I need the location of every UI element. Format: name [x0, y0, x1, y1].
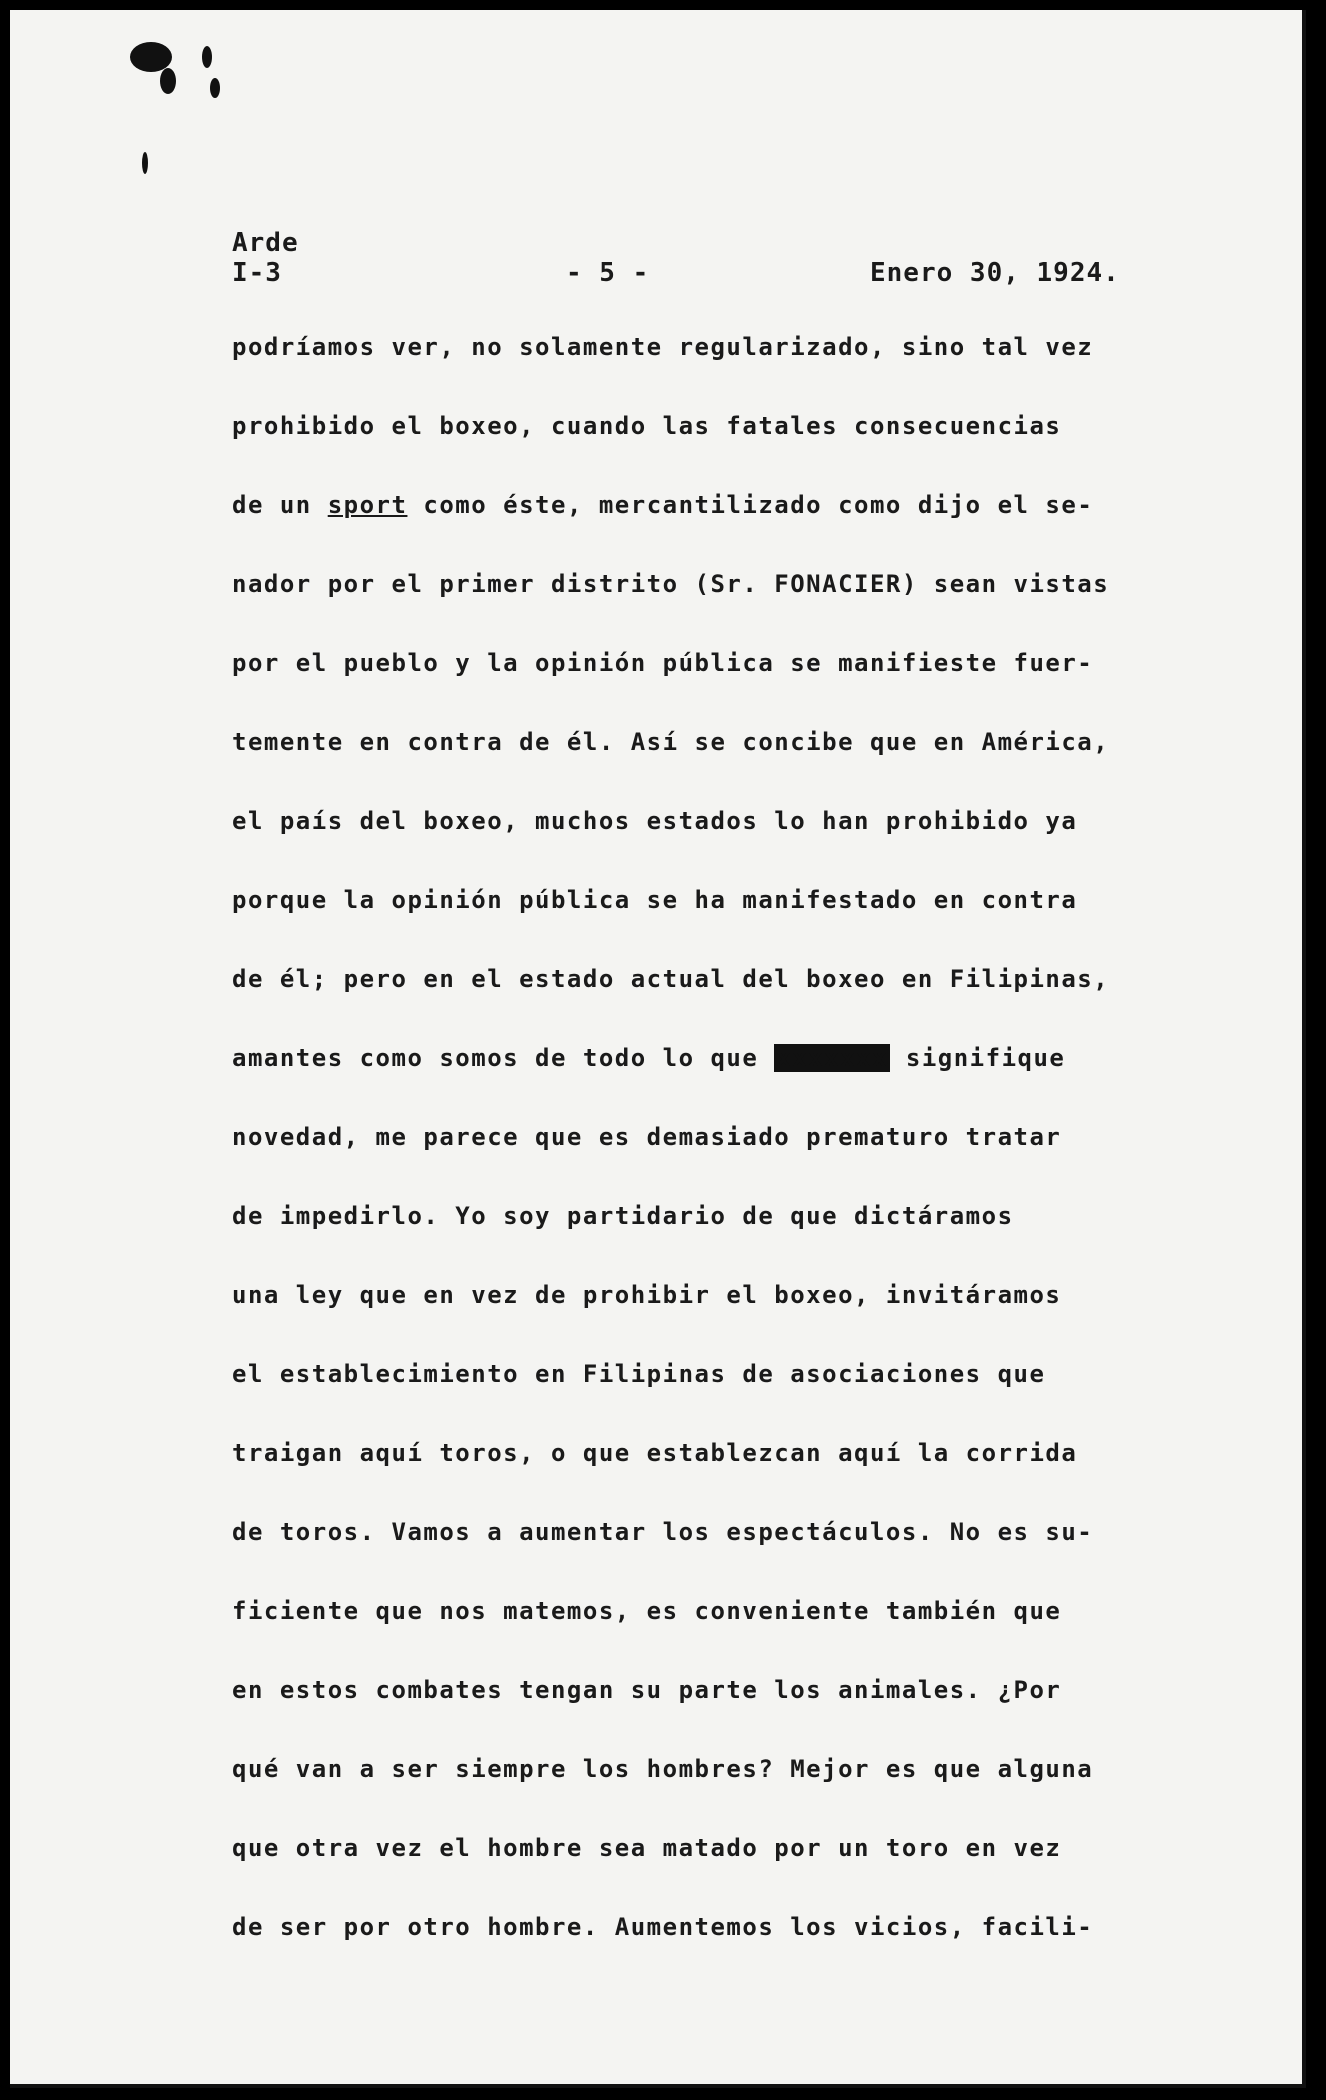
text-line: traigan aquí toros, o que establezcan aquí la corrida [232, 1439, 1078, 1467]
text-line: podríamos ver, no solamente regularizado, sino tal vez [232, 333, 1094, 361]
text-line: de ser por otro hombre. Aumentemos los vicios, facili- [232, 1913, 1094, 1941]
header-line-1: Arde [232, 228, 299, 258]
text-line: novedad, me parece que es demasiado prematuro tratar [232, 1123, 1062, 1151]
body-text [232, 332, 1232, 1991]
text-line: en estos combates tengan su parte los animales. ¿Por [232, 1676, 1062, 1704]
ink-blot [210, 78, 220, 98]
text-line: el país del boxeo, muchos estados lo han prohibido ya [232, 807, 1078, 835]
text-line: el establecimiento en Filipinas de asociaciones que [232, 1360, 1046, 1388]
text-line: que otra vez el hombre sea matado por un toro en vez [232, 1834, 1062, 1862]
text-line: de impedirlo. Yo soy partidario de que dictáramos [232, 1202, 1014, 1230]
text-line: temente en contra de él. Así se concibe que en América, [232, 728, 1110, 756]
text-line: por el pueblo y la opinión pública se manifieste fuer- [232, 649, 1094, 677]
text-line: de un sport como éste, mercantilizado como dijo el se- [232, 491, 1094, 519]
document-page [10, 10, 1306, 2088]
underlined-word: sport [327, 491, 408, 519]
text-line: nador por el primer distrito (Sr. FONACIER) sean vistas [232, 570, 1110, 598]
text-line: prohibido el boxeo, cuando las fatales consecuencias [232, 412, 1062, 440]
text-line: de él; pero en el estado actual del boxeo en Filipinas, [232, 965, 1110, 993]
text-line: ficiente que nos matemos, es conveniente también que [232, 1597, 1062, 1625]
ink-blot [160, 68, 176, 94]
header-line-2: I-3 [232, 258, 282, 288]
text-line: amantes como somos de todo lo que xxxxxxx signifique [232, 1044, 1066, 1072]
header-reference [232, 228, 299, 288]
text-line: una ley que en vez de prohibir el boxeo, invitáramos [232, 1281, 1062, 1309]
ink-blot [202, 46, 212, 68]
text-line: de toros. Vamos a aumentar los espectáculos. No es su- [232, 1518, 1094, 1546]
page-number: - 5 - [566, 258, 650, 288]
struck-out-text: xxxxxxx [776, 1044, 888, 1072]
text-line: qué van a ser siempre los hombres? Mejor es que alguna [232, 1755, 1094, 1783]
text-line: porque la opinión pública se ha manifestado en contra [232, 886, 1078, 914]
document-date: Enero 30, 1924. [870, 258, 1120, 288]
ink-blot [142, 152, 148, 174]
